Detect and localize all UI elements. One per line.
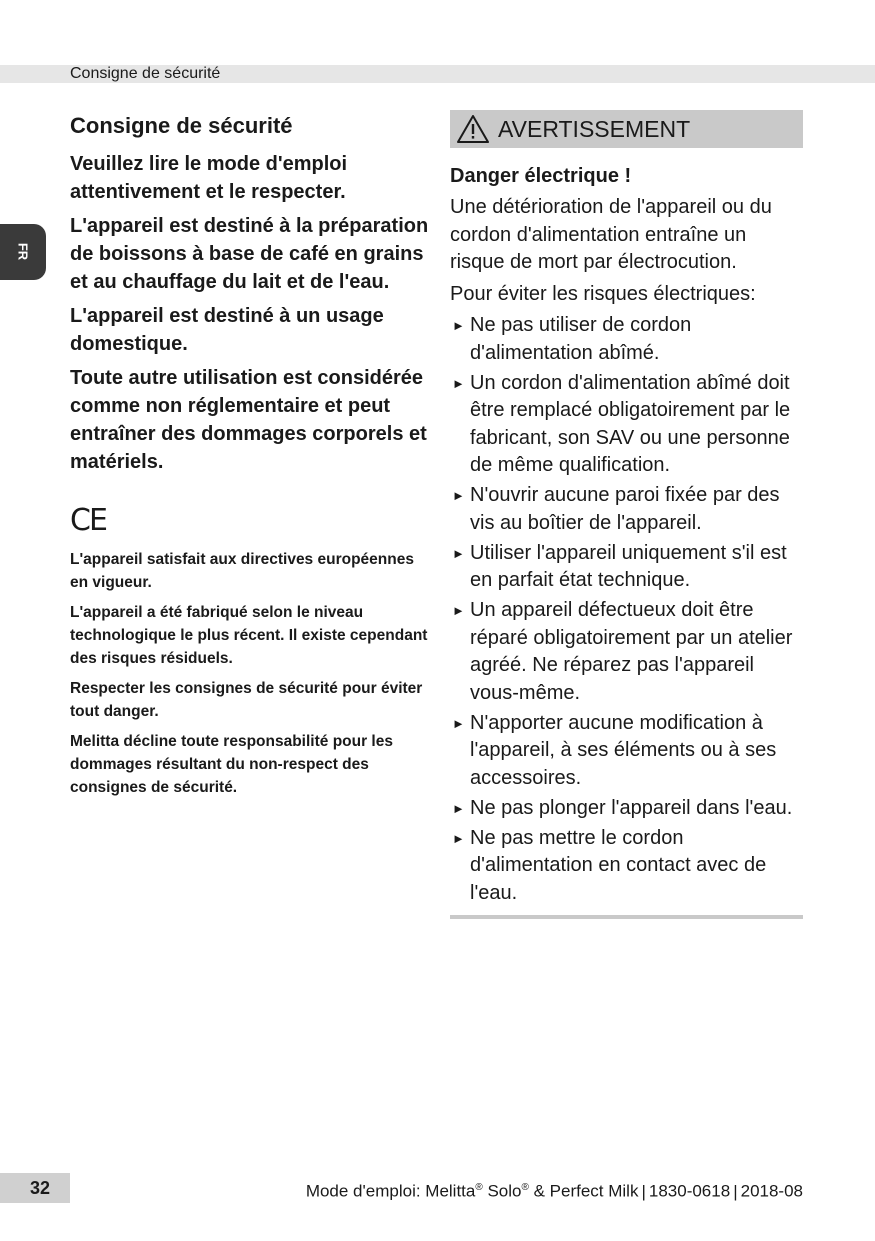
warning-title: AVERTISSEMENT xyxy=(498,115,691,142)
list-item xyxy=(450,710,803,793)
warning-bottom-rule xyxy=(450,915,803,919)
page-number: 32 xyxy=(30,1178,51,1198)
bullet-arrow-icon: ► xyxy=(452,318,465,333)
intro-paragraph: Toute autre utilisation est considérée comme non réglementaire et peut entraîner des dommages corporels et matériels. xyxy=(70,367,427,473)
intro-paragraph: L'appareil est destiné à la préparation de boissons à base de café en grains et au chauffage du lait et de l'eau. xyxy=(70,215,429,293)
list-item-text: Ne pas mettre le cordon d'alimentation en contact avec de l'eau. xyxy=(470,826,767,904)
footer-doc-code: 1830-0618 xyxy=(648,1181,731,1201)
warning-header xyxy=(450,110,803,148)
danger-title: Danger électrique ! xyxy=(450,165,632,187)
bullet-arrow-icon: ► xyxy=(452,375,465,391)
bullet-arrow-icon: ► xyxy=(452,830,465,846)
registered-mark: ® xyxy=(475,1182,483,1193)
bullet-arrow-icon: ► xyxy=(452,715,465,731)
list-item xyxy=(450,482,803,537)
footer-date: 2018-08 xyxy=(740,1181,803,1201)
list-item xyxy=(450,597,803,707)
header-section-title: Consigne de sécurité xyxy=(70,65,221,82)
footer-prefix: Mode d'emploi: Melitta xyxy=(305,1181,476,1201)
bullet-arrow-icon: ► xyxy=(452,800,465,816)
warning-triangle-icon xyxy=(456,114,490,144)
list-item-text: N'apporter aucune modification à l'appareil, à ses éléments ou à ses accessoires. xyxy=(470,711,777,789)
intro-paragraph: Veuillez lire le mode d'emploi attentivement et le respecter. xyxy=(70,153,348,203)
ce-mark-icon: CE xyxy=(70,503,106,538)
list-item-text: Utiliser l'appareil uniquement s'il est en parfait état technique. xyxy=(470,541,787,591)
bullet-arrow-icon: ► xyxy=(452,488,465,503)
registered-mark: ® xyxy=(521,1182,529,1193)
list-item xyxy=(450,540,803,595)
footer-product-milk: & Perfect Milk xyxy=(528,1181,639,1201)
conformity-paragraph: L'appareil a été fabriqué selon le niveau technologique le plus récent. Il existe cependant des risques résiduels. xyxy=(70,604,428,667)
danger-intro: Une détérioration de l'appareil ou du cordon d'alimentation entraîne un risque de mort par électrocution. xyxy=(450,196,772,273)
page-title: Consigne de sécurité xyxy=(70,113,293,138)
list-item xyxy=(450,795,803,823)
list-item-text: Un cordon d'alimentation abîmé doit être remplacé obligatoirement par le fabricant, son SAV ou une personne de même qualification. xyxy=(470,371,791,476)
footer-product-solo: Solo xyxy=(482,1181,522,1201)
language-tab xyxy=(0,224,46,280)
list-item-text: Un appareil défectueux doit être réparé obligatoirement par un atelier agréé. Ne réparez pas l'appareil vous-même. xyxy=(470,599,793,704)
footer-document-info: Mode d'emploi: Melitta® Solo® & Perfect Milk | 1830-0618 | 2018-08 xyxy=(305,1181,803,1201)
conformity-paragraph: Melitta décline toute responsabilité pour les dommages résultant du non-respect des consignes de sécurité. xyxy=(70,733,393,796)
list-item-text: Ne pas plonger l'appareil dans l'eau. xyxy=(470,796,793,819)
left-column xyxy=(70,112,432,806)
intro-paragraph: L'appareil est destiné à un usage domestique. xyxy=(70,305,384,355)
list-item-text: N'ouvrir aucune paroi fixée par des vis au boîtier de l'appareil. xyxy=(470,484,780,534)
precaution-list xyxy=(450,312,803,907)
bullet-arrow-icon: ► xyxy=(452,545,465,561)
list-item xyxy=(450,312,803,367)
conformity-paragraph: Respecter les consignes de sécurité pour éviter tout danger. xyxy=(70,680,423,720)
list-item xyxy=(450,370,803,480)
bullet-arrow-icon: ► xyxy=(452,603,465,618)
list-item-text: Ne pas utiliser de cordon d'alimentation abîmé. xyxy=(470,314,692,364)
danger-lead: Pour éviter les risques électriques: xyxy=(450,282,756,305)
list-item xyxy=(450,825,803,908)
conformity-paragraph: L'appareil satisfait aux directives européennes en vigueur. xyxy=(70,551,414,591)
language-tab-label: FR xyxy=(15,242,31,261)
warning-column xyxy=(450,110,803,919)
